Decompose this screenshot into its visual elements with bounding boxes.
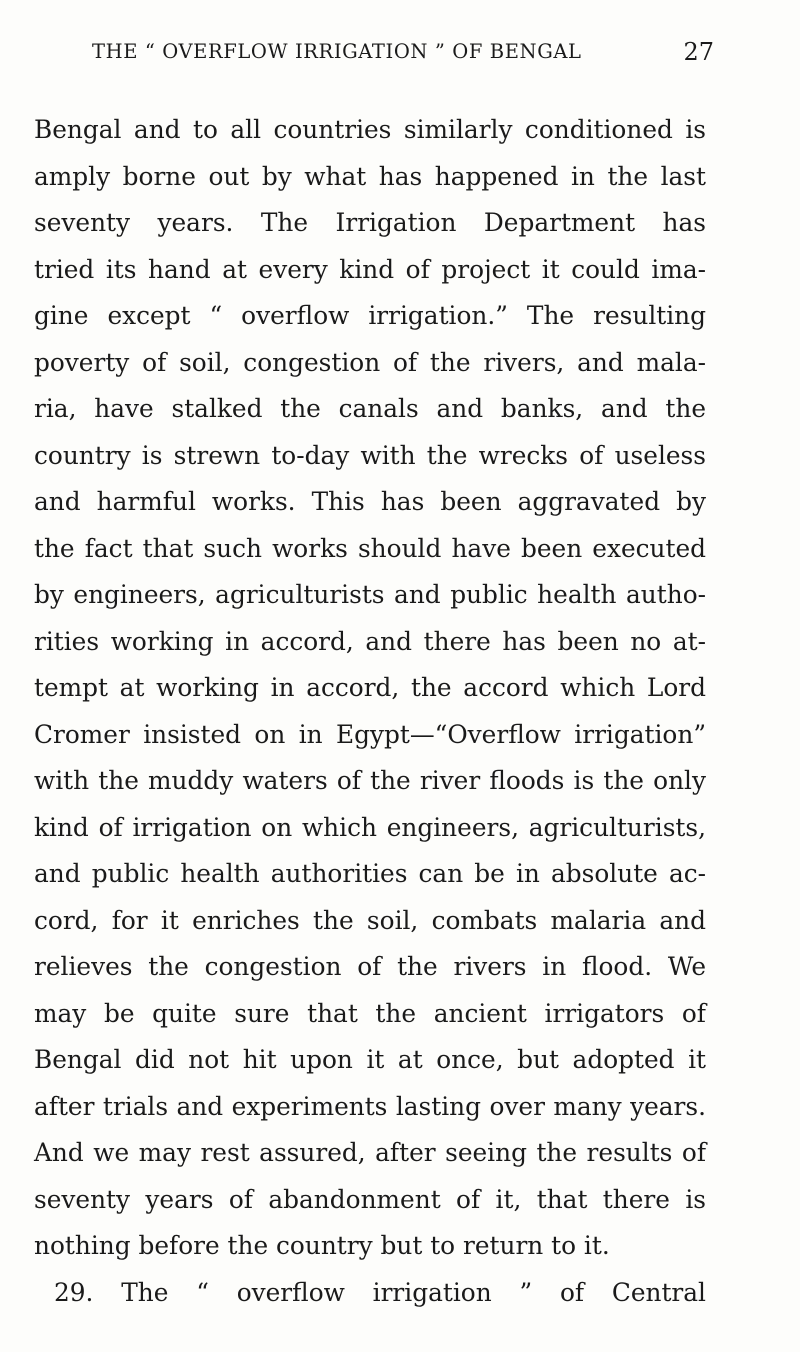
text-line: after trials and experiments lasting over many years.	[34, 1091, 706, 1121]
running-title: THE “ OVERFLOW IRRIGATION ” OF BENGAL	[92, 40, 582, 63]
text-line: Bengal and to all countries similarly conditioned is	[34, 115, 706, 144]
text-line: kind of irrigation on which engineers, agriculturists,	[34, 812, 706, 842]
text-line: rities working in accord, and there has been no at-	[34, 626, 706, 656]
text-line: relieves the congestion of the rivers in flood. We	[34, 952, 706, 981]
body-text	[34, 107, 706, 1316]
paragraph-last-line: nothing before the country but to return to it.	[34, 1231, 610, 1260]
text-line: And we may rest assured, after seeing the results of	[34, 1138, 706, 1167]
text-line: Bengal did not hit upon it at once, but adopted it	[34, 1045, 706, 1074]
text-line: with the muddy waters of the river floods is the only	[34, 766, 706, 795]
section-29-first-line: 29. The “ overflow irrigation ” of Central	[54, 1277, 706, 1307]
text-line: cord, for it enriches the soil, combats malaria and	[34, 905, 706, 935]
text-line: seventy years. The Irrigation Department has	[34, 208, 706, 237]
text-line: and public health authorities can be in absolute ac-	[34, 859, 706, 888]
text-line: gine except “ overflow irrigation.” The resulting	[34, 301, 706, 330]
text-line: by engineers, agriculturists and public health autho-	[34, 580, 706, 609]
text-line: seventy years of abandonment of it, that there is	[34, 1184, 706, 1214]
text-line: Cromer insisted on in Egypt—“Overflow irrigation”	[34, 719, 706, 749]
running-head	[92, 38, 714, 72]
text-line: and harmful works. This has been aggravated by	[34, 487, 706, 516]
text-line: tried its hand at every kind of project it could ima-	[34, 254, 706, 284]
text-line: poverty of soil, congestion of the rivers, and mala-	[34, 347, 706, 377]
text-line: country is strewn to-day with the wrecks of useless	[34, 440, 706, 470]
page-number: 27	[683, 38, 714, 66]
text-line: amply borne out by what has happened in the last	[34, 161, 706, 191]
text-line: the fact that such works should have been executed	[34, 533, 706, 563]
text-line: ria, have stalked the canals and banks, and the	[34, 394, 706, 423]
text-line: may be quite sure that the ancient irrigators of	[34, 998, 706, 1028]
text-line: tempt at working in accord, the accord which Lord	[34, 673, 706, 702]
